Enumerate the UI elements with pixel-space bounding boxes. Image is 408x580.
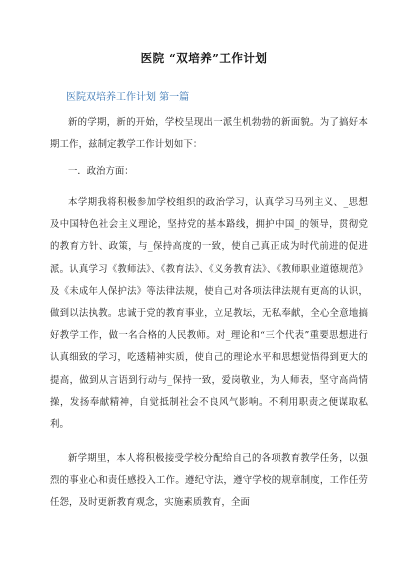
document-title: 医院 “双培养”工作计划: [140, 51, 268, 65]
duty-paragraph: 新学期里，本人将积极接受学校分配给自己的各项教育教学任务，以强烈的事业心和责任感投入工作。遵纪守法，遵守学校的规章制度，工作任劳任怨，及时更新教育观念，实施素质教育，全面: [50, 453, 368, 509]
politics-heading: 一．政治方面：: [68, 166, 134, 177]
politics-paragraph: 本学期我将积极参加学校组织的政治学习，认真学习马列主义、_思想及中国特色社会主义理论，坚持党的基本路线，拥护中国_的领导，贯彻党的教育方针、政策，与_保持高度的一致，使自己真正成为时代前进的促进派。认真学习《教师法》、《教育法》、《义务教育法》、《教师职业道德规范》及《未成年人保护法》等法律法规，使自己对各项法律法规有更高的认识，做到以法执教。忠诚于党的教育事业，立足教坛，无私奉献，全心全意地搞好教学工作，做一名合格的人民教师。对_理论和“三个代表”重要思想进行认真细致的学习，吃透精神实质，使自己的理论水平和思想觉悟得到更大的提高，做到从言语到行动与_保持一致，爱岗敬业，为人师表，坚守高尚情操，发扬奉献精神，自觉抵制社会不良风气影响。不利用职责之便谋取私利。: [50, 197, 368, 431]
intro-paragraph: 新的学期，新的开始，学校呈现出一派生机勃勃的新面貌。为了搞好本期工作，兹制定教学工作计划如下：: [50, 117, 368, 151]
section-subtitle: 医院双培养工作计划 第一篇: [66, 92, 190, 103]
